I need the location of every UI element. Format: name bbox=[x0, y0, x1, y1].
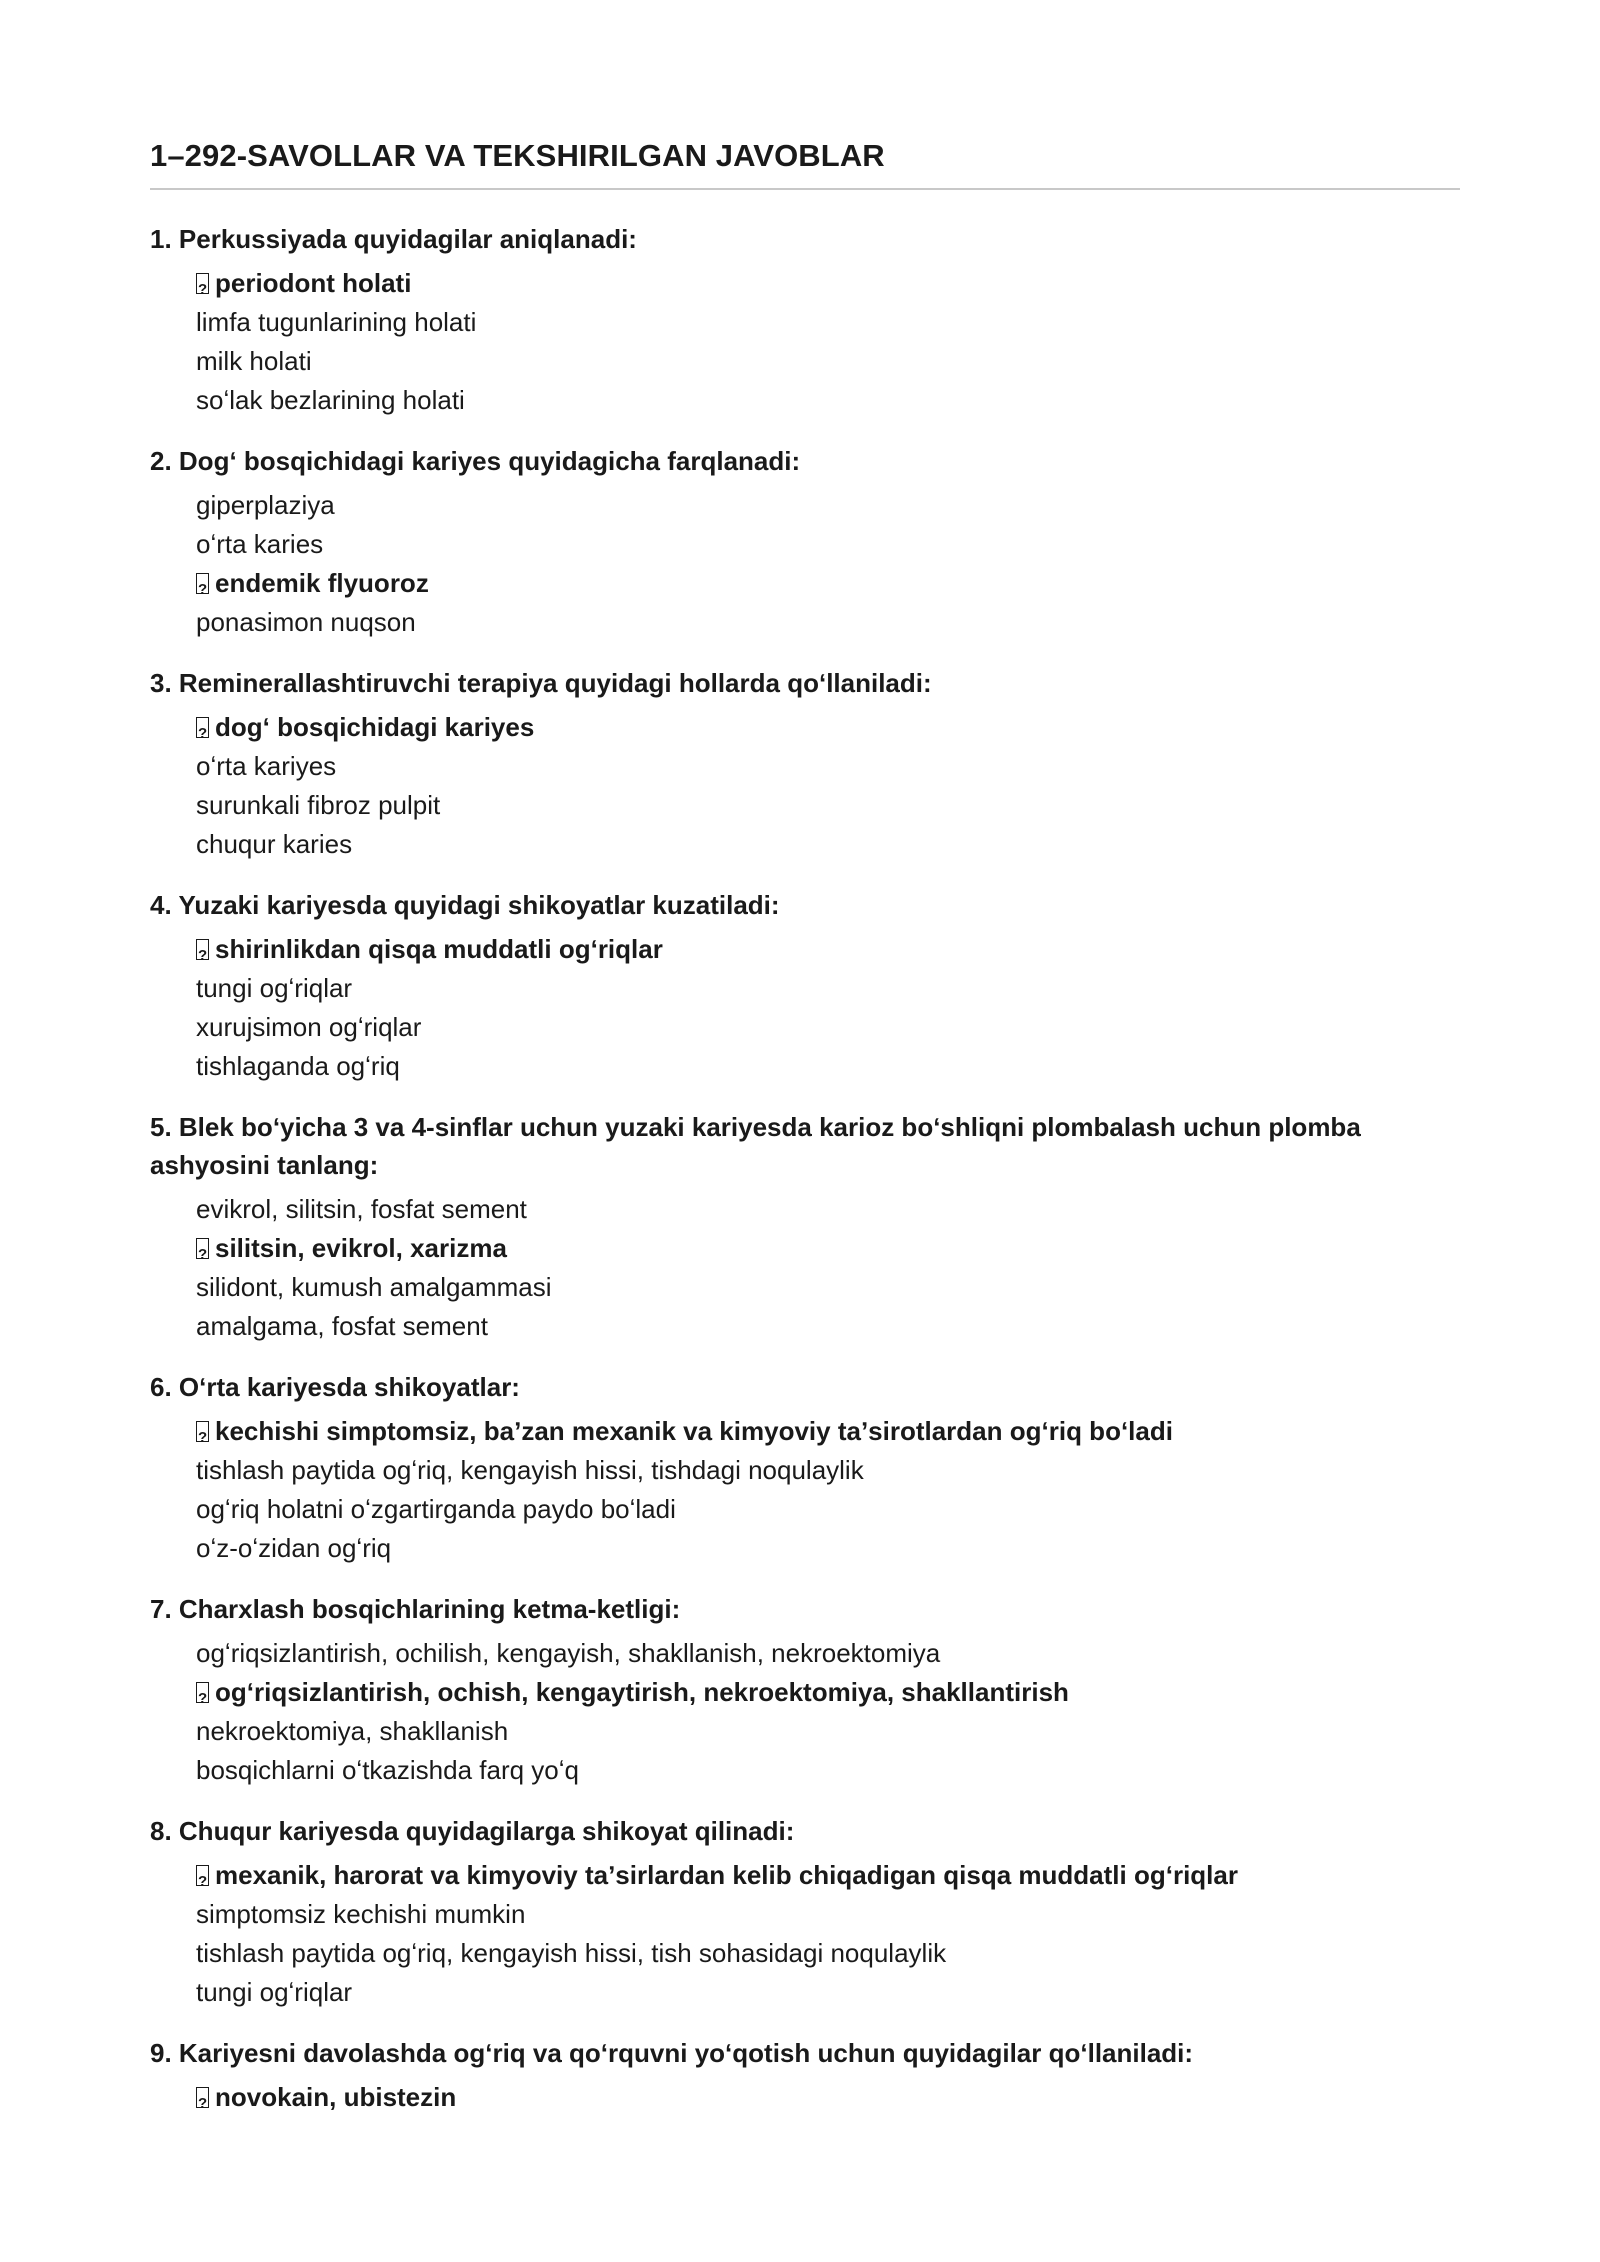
answer-option-text: soʻlak bezlarining holati bbox=[196, 385, 465, 415]
question-text: 1. Perkussiyada quyidagilar aniqlanadi: bbox=[150, 224, 637, 254]
question-item bbox=[150, 1108, 1460, 1346]
answer-options bbox=[150, 486, 1460, 642]
question-text: 9. Kariyesni davolashda ogʻriq va qoʻrquvni yoʻqotish uchun quyidagilar qoʻllaniladi: bbox=[150, 2038, 1194, 2068]
question-text: 4. Yuzaki kariyesda quyidagi shikoyatlar kuzatiladi: bbox=[150, 890, 780, 920]
answer-option bbox=[196, 1490, 1460, 1529]
correct-marker-icon bbox=[196, 939, 209, 960]
answer-option bbox=[196, 1268, 1460, 1307]
document-page bbox=[150, 138, 1460, 2139]
question-text: 2. Dogʻ bosqichidagi kariyes quyidagicha farqlanadi: bbox=[150, 446, 801, 476]
answer-options bbox=[150, 1190, 1460, 1346]
answer-options bbox=[150, 1634, 1460, 1790]
correct-marker-icon bbox=[196, 573, 209, 594]
answer-option-text: ponasimon nuqson bbox=[196, 607, 416, 637]
answer-option bbox=[196, 1451, 1460, 1490]
question-item bbox=[150, 1368, 1460, 1568]
correct-answer-option bbox=[196, 708, 1460, 747]
answer-option-text: tishlash paytida ogʻriq, kengayish hissi, tish sohasidagi noqulaylik bbox=[196, 1938, 947, 1968]
correct-answer-option bbox=[196, 564, 1460, 603]
answer-option-text: periodont holati bbox=[215, 268, 412, 298]
correct-marker-icon bbox=[196, 717, 209, 738]
correct-marker-icon bbox=[196, 1238, 209, 1259]
answer-options bbox=[150, 930, 1460, 1086]
answer-option bbox=[196, 825, 1460, 864]
answer-option-text: xurujsimon ogʻriqlar bbox=[196, 1012, 422, 1042]
question-text: 8. Chuqur kariyesda quyidagilarga shikoyat qilinadi: bbox=[150, 1816, 795, 1846]
answer-option-text: endemik flyuoroz bbox=[215, 568, 429, 598]
document-title: 1–292-SAVOLLAR VA TEKSHIRILGAN JAVOBLAR bbox=[150, 138, 1460, 190]
answer-option-text: silitsin, evikrol, xarizma bbox=[215, 1233, 507, 1263]
answer-option-text: tishlash paytida ogʻriq, kengayish hissi, tishdagi noqulaylik bbox=[196, 1455, 864, 1485]
answer-option-text: limfa tugunlarining holati bbox=[196, 307, 477, 337]
question-list bbox=[150, 220, 1460, 2117]
question-text: 7. Charxlash bosqichlarining ketma-ketligi: bbox=[150, 1594, 681, 1624]
answer-option-text: simptomsiz kechishi mumkin bbox=[196, 1899, 526, 1929]
answer-option-text: oʻrta karies bbox=[196, 529, 324, 559]
correct-answer-option bbox=[196, 1856, 1460, 1895]
answer-option bbox=[196, 1047, 1460, 1086]
answer-option-text: nekroektomiya, shakllanish bbox=[196, 1716, 509, 1746]
answer-options bbox=[150, 1856, 1460, 2012]
answer-options bbox=[150, 264, 1460, 420]
correct-answer-option bbox=[196, 1229, 1460, 1268]
answer-option-text: kechishi simptomsiz, baʼzan mexanik va kimyoviy taʼsirotlardan ogʻriq boʻladi bbox=[215, 1416, 1173, 1446]
answer-option-text: silidont, kumush amalgammasi bbox=[196, 1272, 552, 1302]
answer-option bbox=[196, 1973, 1460, 2012]
answer-option bbox=[196, 1751, 1460, 1790]
question-item bbox=[150, 664, 1460, 864]
answer-options bbox=[150, 708, 1460, 864]
answer-option-text: novokain, ubistezin bbox=[215, 2082, 457, 2112]
correct-marker-icon bbox=[196, 273, 209, 294]
correct-answer-option bbox=[196, 2078, 1460, 2117]
correct-answer-option bbox=[196, 1412, 1460, 1451]
answer-option-text: ogʻriq holatni oʻzgartirganda paydo boʻladi bbox=[196, 1494, 676, 1524]
answer-option bbox=[196, 1307, 1460, 1346]
correct-answer-option bbox=[196, 1673, 1460, 1712]
answer-option bbox=[196, 1712, 1460, 1751]
question-text: 3. Reminerallashtiruvchi terapiya quyidagi hollarda qoʻllaniladi: bbox=[150, 668, 932, 698]
answer-option-text: surunkali fibroz pulpit bbox=[196, 790, 441, 820]
answer-option bbox=[196, 747, 1460, 786]
answer-option bbox=[196, 525, 1460, 564]
answer-option bbox=[196, 969, 1460, 1008]
correct-marker-icon bbox=[196, 1682, 209, 1703]
answer-option-text: ogʻriqsizlantirish, ochilish, kengayish, shakllanish, nekroektomiya bbox=[196, 1638, 941, 1668]
answer-option-text: tungi ogʻriqlar bbox=[196, 973, 353, 1003]
answer-option-text: oʻrta kariyes bbox=[196, 751, 337, 781]
correct-answer-option bbox=[196, 930, 1460, 969]
answer-option-text: amalgama, fosfat sement bbox=[196, 1311, 488, 1341]
answer-options bbox=[150, 2078, 1460, 2117]
question-text: 5. Blek boʻyicha 3 va 4-sinflar uchun yuzaki kariyesda karioz boʻshliqni plombalash uchun plomba ashyosini tanlang: bbox=[150, 1112, 1361, 1180]
answer-option bbox=[196, 303, 1460, 342]
correct-marker-icon bbox=[196, 2087, 209, 2108]
question-text: 6. Oʻrta kariyesda shikoyatlar: bbox=[150, 1372, 520, 1402]
answer-option bbox=[196, 1934, 1460, 1973]
correct-answer-option bbox=[196, 264, 1460, 303]
answer-option bbox=[196, 1008, 1460, 1047]
answer-option bbox=[196, 381, 1460, 420]
question-item bbox=[150, 220, 1460, 420]
answer-option bbox=[196, 1634, 1460, 1673]
answer-option-text: milk holati bbox=[196, 346, 312, 376]
answer-option bbox=[196, 786, 1460, 825]
correct-marker-icon bbox=[196, 1865, 209, 1886]
answer-option bbox=[196, 486, 1460, 525]
answer-option-text: dogʻ bosqichidagi kariyes bbox=[215, 712, 535, 742]
answer-option-text: giperplaziya bbox=[196, 490, 335, 520]
answer-option bbox=[196, 342, 1460, 381]
answer-option-text: shirinlikdan qisqa muddatli ogʻriqlar bbox=[215, 934, 663, 964]
answer-options bbox=[150, 1412, 1460, 1568]
answer-option-text: tungi ogʻriqlar bbox=[196, 1977, 353, 2007]
question-item bbox=[150, 442, 1460, 642]
correct-marker-icon bbox=[196, 1421, 209, 1442]
answer-option bbox=[196, 1190, 1460, 1229]
answer-option-text: ogʻriqsizlantirish, ochish, kengaytirish, nekroektomiya, shakllantirish bbox=[215, 1677, 1069, 1707]
answer-option bbox=[196, 1529, 1460, 1568]
question-item bbox=[150, 2034, 1460, 2117]
answer-option-text: bosqichlarni oʻtkazishda farq yoʻq bbox=[196, 1755, 579, 1785]
answer-option-text: chuqur karies bbox=[196, 829, 353, 859]
question-item bbox=[150, 886, 1460, 1086]
answer-option-text: evikrol, silitsin, fosfat sement bbox=[196, 1194, 527, 1224]
answer-option-text: mexanik, harorat va kimyoviy taʼsirlardan kelib chiqadigan qisqa muddatli ogʻriqlar bbox=[215, 1860, 1238, 1890]
question-item bbox=[150, 1812, 1460, 2012]
answer-option bbox=[196, 1895, 1460, 1934]
answer-option-text: oʻz-oʻzidan ogʻriq bbox=[196, 1533, 392, 1563]
question-item bbox=[150, 1590, 1460, 1790]
answer-option bbox=[196, 603, 1460, 642]
answer-option-text: tishlaganda ogʻriq bbox=[196, 1051, 400, 1081]
